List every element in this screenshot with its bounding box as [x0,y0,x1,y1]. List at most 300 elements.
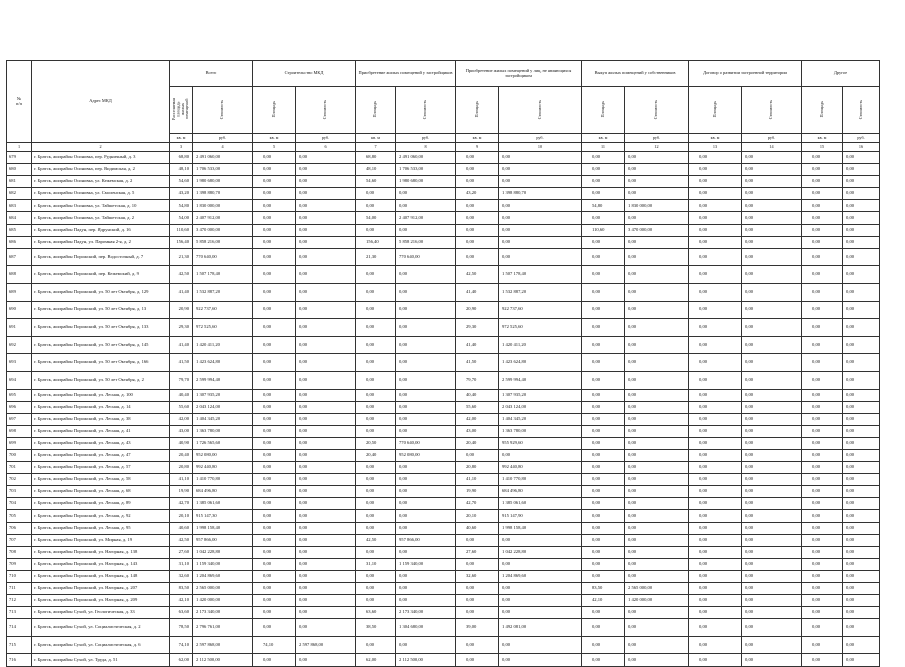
cost-cell: 0,00 [296,546,356,558]
row-number: 716 [7,654,32,666]
cost-cell: 0,00 [843,236,880,248]
area-cell: 0,00 [689,510,742,522]
area-cell: 0,00 [253,546,296,558]
cost-cell: 0,00 [625,570,689,582]
area-cell: 0,00 [356,389,396,401]
cost-cell: 2 407 912,00 [396,212,456,224]
area-cell: 0,00 [456,583,499,595]
area-cell: 41,40 [170,283,193,301]
area-cell: 0,00 [802,486,843,498]
cost-cell: 0,00 [296,212,356,224]
area-cell: 0,00 [356,354,396,372]
table-row [7,570,880,582]
cost-cell: 0,00 [296,474,356,486]
group-header-purchase-developers: Приобретение жилых помещений у застройщиков [356,61,456,87]
cost-cell: 0,00 [499,212,582,224]
address-cell: г. Братск, жилрайон Порожский, ул. 50 лет Октября, д. 129 [32,283,170,301]
cost-cell: 2 599 994,40 [499,371,582,389]
area-cell: 43,00 [170,425,193,437]
address-cell: г. Братск, жилрайон Порожский, ул. Лесная, д. 92 [32,510,170,522]
area-cell: 0,00 [253,371,296,389]
area-cell: 0,00 [689,462,742,474]
area-cell: 41,40 [456,283,499,301]
subheader-area-label: Площадь [270,101,276,118]
area-cell: 79,70 [170,371,193,389]
cost-cell: 0,00 [625,425,689,437]
table-row [7,654,880,666]
cost-cell: 0,00 [742,558,802,570]
cost-cell: 0,00 [742,607,802,619]
area-cell: 0,00 [456,636,499,654]
cost-cell: 0,00 [843,558,880,570]
area-cell: 0,00 [802,389,843,401]
cost-cell: 0,00 [296,619,356,637]
table-row [7,462,880,474]
row-number: 686 [7,236,32,248]
cost-cell: 2 043 124,00 [499,401,582,413]
area-cell: 0,00 [582,152,625,164]
area-cell: 0,00 [582,212,625,224]
subheader-cost-label: Стоимость [219,99,225,119]
address-cell: г. Братск, жилрайон Порожский, ул. Лесная, д. 47 [32,449,170,461]
area-cell: 74,10 [253,636,296,654]
address-cell: г. Братск, жилрайон Порожский, ул. 50 лет Октября, д. 133 [32,319,170,337]
area-cell: 0,00 [456,236,499,248]
area-cell: 0,00 [253,449,296,461]
cost-cell: 0,00 [499,200,582,212]
area-cell: 0,00 [689,371,742,389]
cost-cell: 1 410 770,80 [499,474,582,486]
table-row [7,583,880,595]
cost-cell: 0,00 [742,636,802,654]
cost-cell: 0,00 [625,336,689,354]
area-cell: 38,50 [356,619,396,637]
area-cell: 55,60 [456,401,499,413]
area-cell: 55,60 [170,401,193,413]
area-cell: 42,70 [456,498,499,510]
unit-rub: руб. [625,134,689,143]
subheader-area-label: Площадь [372,101,378,118]
area-cell: 0,00 [253,389,296,401]
area-cell: 0,00 [802,570,843,582]
cost-cell: 0,00 [625,283,689,301]
area-cell: 0,00 [802,176,843,188]
area-cell: 110,60 [582,224,625,236]
address-cell: г. Братск, жилрайон Осиновка, ул. Тайшетская, д. 10 [32,200,170,212]
area-cell: 0,00 [689,534,742,546]
area-cell: 0,00 [582,283,625,301]
address-cell: г. Братск, жилрайон Порожский, пер. Кежемский, д. 9 [32,266,170,284]
cost-cell: 1 532 887,20 [193,283,253,301]
cost-cell: 0,00 [396,301,456,319]
area-cell: 0,00 [689,188,742,200]
cost-cell: 1 385 061,60 [193,498,253,510]
table-row [7,212,880,224]
cost-cell: 1 998 158,40 [193,522,253,534]
cost-cell: 2 491 060,00 [396,152,456,164]
area-cell: 0,00 [582,498,625,510]
cost-cell: 2 112 500,00 [396,654,456,666]
area-cell: 110,60 [170,224,193,236]
cost-cell: 0,00 [625,248,689,266]
area-cell: 0,00 [253,188,296,200]
area-cell: 0,00 [689,248,742,266]
area-cell: 43,20 [170,188,193,200]
area-cell: 68,80 [356,152,396,164]
area-cell: 0,00 [456,200,499,212]
area-cell: 0,00 [802,498,843,510]
subheader-cost-label: Стоимость [536,99,542,119]
subheader-cost [499,87,582,134]
subheader-cost [193,87,253,134]
area-cell: 0,00 [689,449,742,461]
area-cell: 0,00 [802,636,843,654]
cost-cell: 0,00 [843,389,880,401]
area-cell: 42,10 [582,595,625,607]
cost-cell: 0,00 [499,224,582,236]
cost-cell: 0,00 [742,486,802,498]
area-cell: 0,00 [356,510,396,522]
row-number: 679 [7,152,32,164]
table-row [7,558,880,570]
cost-cell: 1 830 000,00 [625,200,689,212]
cost-cell: 0,00 [843,200,880,212]
area-cell: 32,60 [456,570,499,582]
cost-cell: 0,00 [742,164,802,176]
area-cell: 63,60 [170,607,193,619]
address-cell: г. Братск, жилрайон Порожский, ул. Лесная, д. 89 [32,498,170,510]
area-cell: 0,00 [582,354,625,372]
area-cell: 0,00 [689,546,742,558]
area-cell: 0,00 [582,534,625,546]
cost-cell: 1 404 345,20 [193,413,253,425]
cost-cell: 1 980 680,00 [396,176,456,188]
row-number: 690 [7,301,32,319]
table-row [7,413,880,425]
cost-cell: 1 159 340,00 [193,558,253,570]
cost-cell: 1 363 780,00 [499,425,582,437]
cost-cell: 0,00 [296,558,356,570]
area-cell: 0,00 [582,164,625,176]
cost-cell: 0,00 [625,164,689,176]
area-cell: 41,10 [456,474,499,486]
cost-cell: 0,00 [396,336,456,354]
address-cell: г. Братск, жилрайон Порожский, ул. 50 лет Октября, д. 2 [32,371,170,389]
cost-cell: 0,00 [625,449,689,461]
cost-cell: 0,00 [742,437,802,449]
area-cell: 0,00 [582,510,625,522]
area-cell: 0,00 [582,636,625,654]
cost-cell: 0,00 [742,462,802,474]
cost-cell: 0,00 [396,583,456,595]
column-number: 16 [843,143,880,152]
cost-cell: 0,00 [499,176,582,188]
table-row [7,152,880,164]
area-cell: 27,60 [456,546,499,558]
area-cell: 0,00 [356,371,396,389]
area-cell: 0,00 [802,546,843,558]
cost-cell: 0,00 [296,401,356,413]
row-number: 683 [7,200,32,212]
column-number: 12 [625,143,689,152]
cost-cell: 0,00 [296,607,356,619]
cost-cell: 0,00 [843,224,880,236]
area-cell: 0,00 [582,474,625,486]
cost-cell: 0,00 [296,301,356,319]
cost-cell: 0,00 [843,425,880,437]
cost-cell: 0,00 [742,236,802,248]
area-cell: 0,00 [253,437,296,449]
area-cell: 0,00 [253,522,296,534]
area-cell: 0,00 [356,336,396,354]
cost-cell: 0,00 [742,534,802,546]
row-number: 682 [7,188,32,200]
cost-cell: 0,00 [742,212,802,224]
cost-cell: 1 204 869,60 [499,570,582,582]
row-number: 692 [7,336,32,354]
row-number: 681 [7,176,32,188]
area-cell: 0,00 [356,595,396,607]
cost-cell: 0,00 [625,534,689,546]
area-cell: 40,90 [170,437,193,449]
cost-cell: 0,00 [625,389,689,401]
area-cell: 42,50 [456,266,499,284]
area-cell: 0,00 [356,200,396,212]
row-number: 691 [7,319,32,337]
row-number: 705 [7,510,32,522]
area-cell: 0,00 [689,354,742,372]
area-cell: 0,00 [582,522,625,534]
area-cell: 0,00 [689,607,742,619]
table-row [7,437,880,449]
area-cell: 0,00 [356,283,396,301]
area-cell: 0,00 [689,522,742,534]
cost-cell: 0,00 [843,449,880,461]
cost-cell: 1 532 887,20 [499,283,582,301]
cost-cell: 0,00 [396,354,456,372]
area-cell: 0,00 [356,570,396,582]
cost-cell: 1 830 000,00 [193,200,253,212]
cost-cell: 0,00 [296,371,356,389]
cost-cell: 0,00 [396,188,456,200]
subheader-area [253,87,296,134]
cost-cell: 0,00 [843,176,880,188]
table-row [7,534,880,546]
area-cell: 0,00 [253,301,296,319]
area-cell: 0,00 [253,583,296,595]
cost-cell: 0,00 [396,319,456,337]
area-cell: 0,00 [456,595,499,607]
column-number: 13 [689,143,742,152]
cost-cell: 0,00 [296,595,356,607]
cost-cell: 2 407 912,00 [193,212,253,224]
cost-cell: 0,00 [296,336,356,354]
table-row [7,319,880,337]
cost-cell: 0,00 [396,283,456,301]
table-row [7,389,880,401]
area-cell: 0,00 [689,583,742,595]
cost-cell: 0,00 [296,534,356,546]
cost-cell: 0,00 [296,354,356,372]
row-number: 711 [7,583,32,595]
cost-cell: 1 420 411,20 [499,336,582,354]
cost-cell: 0,00 [742,546,802,558]
row-number: 707 [7,534,32,546]
row-number: 698 [7,425,32,437]
address-cell: г. Братск, жилрайон Порожский, ул. Лесная, д. 58 [32,474,170,486]
area-cell: 0,00 [802,474,843,486]
area-cell: 0,00 [456,224,499,236]
subheader-area-label: Площадь [473,101,479,118]
cost-cell: 0,00 [742,336,802,354]
cost-cell: 0,00 [625,522,689,534]
address-cell: г. Братск, жилрайон Сухой, ул. Социалистическая, д. 6 [32,636,170,654]
subheader-area [356,87,396,134]
cost-cell: 0,00 [742,283,802,301]
cost-cell: 0,00 [396,371,456,389]
area-cell: 0,00 [689,200,742,212]
column-number: 11 [582,143,625,152]
table-row [7,164,880,176]
column-number-row [7,143,880,152]
area-cell: 0,00 [456,449,499,461]
area-cell: 0,00 [802,301,843,319]
row-number: 684 [7,212,32,224]
cost-cell: 2 597 868,00 [296,636,356,654]
cost-cell: 0,00 [843,212,880,224]
cost-cell: 0,00 [396,200,456,212]
row-number: 694 [7,371,32,389]
cost-cell: 0,00 [396,636,456,654]
cost-cell: 0,00 [843,301,880,319]
cost-cell: 0,00 [742,654,802,666]
row-number: 708 [7,546,32,558]
area-cell: 0,00 [356,319,396,337]
cost-cell: 1 404 345,20 [499,413,582,425]
area-cell: 0,00 [253,425,296,437]
cost-cell: 0,00 [625,236,689,248]
area-cell: 0,00 [802,188,843,200]
cost-cell: 0,00 [396,425,456,437]
area-cell: 0,00 [802,595,843,607]
area-cell: 0,00 [582,462,625,474]
unit-rub: руб. [499,134,582,143]
cost-cell: 0,00 [742,224,802,236]
area-cell: 0,00 [356,401,396,413]
cost-cell: 957 866,00 [396,534,456,546]
area-cell: 0,00 [253,236,296,248]
table-row [7,248,880,266]
cost-cell: 770 640,00 [193,248,253,266]
table-row [7,176,880,188]
address-cell: г. Братск, жилрайон Порожский, ул. Мирная, д. 19 [32,534,170,546]
row-number: 693 [7,354,32,372]
cost-cell: 0,00 [396,462,456,474]
unit-area: кв. м [802,134,843,143]
area-cell: 0,00 [253,224,296,236]
area-cell: 63,60 [356,607,396,619]
cost-cell: 0,00 [742,449,802,461]
area-cell: 31,10 [170,558,193,570]
area-cell: 0,00 [356,486,396,498]
cost-cell: 0,00 [499,558,582,570]
area-cell: 0,00 [802,354,843,372]
area-cell: 0,00 [689,636,742,654]
area-cell: 0,00 [356,224,396,236]
area-cell: 0,00 [689,301,742,319]
area-cell: 0,00 [356,413,396,425]
subheader-cost-label: Стоимость [422,99,428,119]
column-number: 3 [170,143,193,152]
area-cell: 0,00 [689,224,742,236]
row-number: 712 [7,595,32,607]
cost-cell: 922 737,60 [499,301,582,319]
cost-cell: 1 726 565,60 [193,437,253,449]
area-cell: 0,00 [582,176,625,188]
unit-area: кв. м [170,134,193,143]
address-cell: г. Братск, жилрайон Порожский, ул. Лесная, д. 38 [32,413,170,425]
cost-cell: 0,00 [296,425,356,437]
table-row [7,636,880,654]
cost-cell: 0,00 [296,462,356,474]
cost-cell: 0,00 [396,498,456,510]
area-cell: 20,80 [170,462,193,474]
cost-cell: 770 640,00 [396,248,456,266]
row-number: 697 [7,413,32,425]
group-header-total: Всего [170,61,253,87]
area-cell: 0,00 [689,336,742,354]
area-cell: 0,00 [356,462,396,474]
table-row [7,522,880,534]
area-cell: 62,00 [356,654,396,666]
area-cell: 42,50 [170,534,193,546]
cost-cell: 0,00 [843,336,880,354]
cost-cell: 0,00 [843,522,880,534]
area-cell: 0,00 [582,449,625,461]
area-cell: 0,00 [689,595,742,607]
area-cell: 0,00 [689,570,742,582]
area-cell: 54,00 [170,212,193,224]
table-row [7,619,880,637]
cost-cell: 1 423 624,80 [499,354,582,372]
area-cell: 0,00 [253,152,296,164]
area-cell: 20,80 [456,462,499,474]
cost-cell: 0,00 [296,389,356,401]
cost-cell: 0,00 [396,522,456,534]
cost-cell: 972 525,60 [193,319,253,337]
cost-cell: 0,00 [843,462,880,474]
area-cell: 42,50 [170,266,193,284]
area-cell: 0,00 [802,248,843,266]
area-cell: 0,00 [802,425,843,437]
address-cell: г. Братск, жилрайон Порожский, ул. Лесная, д. 41 [32,425,170,437]
row-number: 702 [7,474,32,486]
group-header-territory-development: Договор о развитии застроенной территории [689,61,802,87]
cost-cell: 0,00 [843,619,880,637]
area-cell: 0,00 [802,583,843,595]
cost-cell: 0,00 [625,558,689,570]
subheader-area [456,87,499,134]
subheader-cost-label: Стоимость [653,99,659,119]
cost-cell: 0,00 [296,522,356,534]
area-cell: 0,00 [356,188,396,200]
cost-cell: 0,00 [499,248,582,266]
table-row [7,266,880,284]
area-cell: 0,00 [253,401,296,413]
cost-cell: 0,00 [396,474,456,486]
area-cell: 42,00 [456,413,499,425]
area-cell: 62,00 [170,654,193,666]
